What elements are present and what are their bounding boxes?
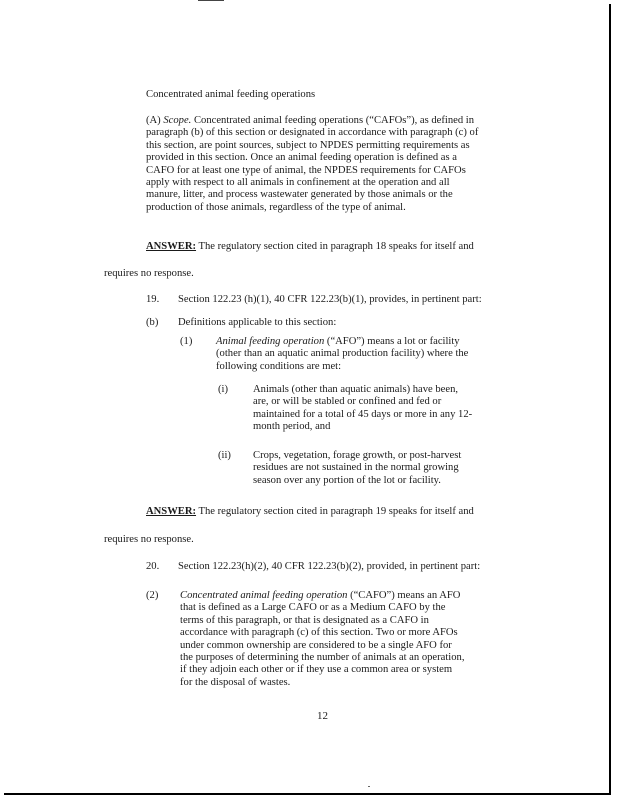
item-i-number: (i) <box>218 384 228 395</box>
answer-1-continuation: requires no response. <box>104 268 194 279</box>
item-ii-line: season over any portion of the lot or facility. <box>253 474 441 486</box>
item-i-line: are, or will be stabled or confined and fed or <box>253 396 442 408</box>
item-i-text <box>253 384 472 434</box>
item-2-line: terms of this paragraph, or that is designated as a CAFO in <box>180 614 429 626</box>
item-i-line: month period, and <box>253 421 331 433</box>
page-number: 12 <box>317 710 328 722</box>
item-ii-number: (ii) <box>218 450 231 461</box>
item-2-line: if they adjoin each other or if they use a common area or system <box>180 664 453 676</box>
answer-1-line <box>146 241 474 253</box>
scope-line: provided in this section. Once an animal feeding operation is defined as a <box>146 152 457 164</box>
scope-line: production of those animals, regardless of the type of animal. <box>146 201 406 213</box>
scope-line: paragraph (b) of this section or designated in accordance with paragraph (c) of <box>146 127 479 139</box>
item-1-term: Animal feeding operation <box>216 336 325 347</box>
para-20-number: 20. <box>146 561 160 572</box>
item-2-line: under common ownership are considered to be a single AFO for <box>180 639 452 651</box>
scope-label: (A) <box>146 115 164 126</box>
item-2-term: Concentrated animal feeding operation <box>180 590 348 601</box>
item-2-number: (2) <box>146 590 159 601</box>
item-2-line: accordance with paragraph (c) of this section. Two or more AFOs <box>180 627 458 639</box>
item-1-line: (other than an aquatic animal production facility) where the <box>216 348 469 360</box>
scope-line: apply with respect to all animals in confinement at the operation and all <box>146 177 450 189</box>
item-2-line-1 <box>180 590 464 602</box>
scan-mark <box>198 0 224 1</box>
item-2-line: that is defined as a Large CAFO or as a Medium CAFO by the <box>180 602 446 614</box>
item-2-rest: (“CAFO”) means an AFO <box>347 590 461 601</box>
item-i-line: Animals (other than aquatic animals) have been, <box>253 384 459 395</box>
item-b-number: (b) <box>146 317 159 328</box>
section-heading: Concentrated animal feeding operations <box>146 89 316 100</box>
scope-text: Concentrated animal feeding operations (“CAFOs”), as defined in <box>191 115 475 126</box>
item-1-rest: (“AFO”) means a lot or facility <box>324 336 460 347</box>
item-2-line: for the disposal of wastes. <box>180 676 291 688</box>
scope-paragraph <box>146 115 478 214</box>
scope-line: this section, are point sources, subject to NPDES permitting requirements as <box>146 139 470 151</box>
item-ii-text <box>253 450 461 487</box>
scope-label-italic: Scope. <box>163 115 192 126</box>
item-2-line: the purposes of determining the number of animals at an operation, <box>180 652 465 664</box>
answer-label: ANSWER: <box>146 506 197 517</box>
item-ii-line: residues are not sustained in the normal growing <box>253 462 459 474</box>
scan-speck <box>368 786 370 787</box>
answer-text: The regulatory section cited in paragraph 18 speaks for itself and <box>196 241 474 252</box>
para-20-text: Section 122.23(h)(2), 40 CFR 122.23(b)(2), provided, in pertinent part: <box>178 561 481 572</box>
item-i-line: maintained for a total of 45 days or more in any 12- <box>253 408 473 420</box>
item-2-text <box>180 590 464 689</box>
item-1-line: following conditions are met: <box>216 360 342 372</box>
item-b-text: Definitions applicable to this section: <box>178 317 337 328</box>
answer-2-line <box>146 506 474 518</box>
item-ii-line: Crops, vegetation, forage growth, or post-harvest <box>253 450 462 461</box>
scope-line-1 <box>146 115 478 127</box>
para-19-number: 19. <box>146 294 160 305</box>
answer-label: ANSWER: <box>146 241 197 252</box>
scope-line: CAFO for at least one type of animal, the NPDES requirements for CAFOs <box>146 164 466 176</box>
item-1-line-1 <box>216 336 468 348</box>
item-1-number: (1) <box>180 336 193 347</box>
item-1-text <box>216 336 468 373</box>
scope-line: manure, litter, and process wastewater generated by those animals or the <box>146 189 453 201</box>
answer-text: The regulatory section cited in paragraph 19 speaks for itself and <box>196 506 474 517</box>
answer-2-continuation: requires no response. <box>104 534 194 545</box>
para-19-text: Section 122.23 (h)(1), 40 CFR 122.23(b)(1), provides, in pertinent part: <box>178 294 482 305</box>
